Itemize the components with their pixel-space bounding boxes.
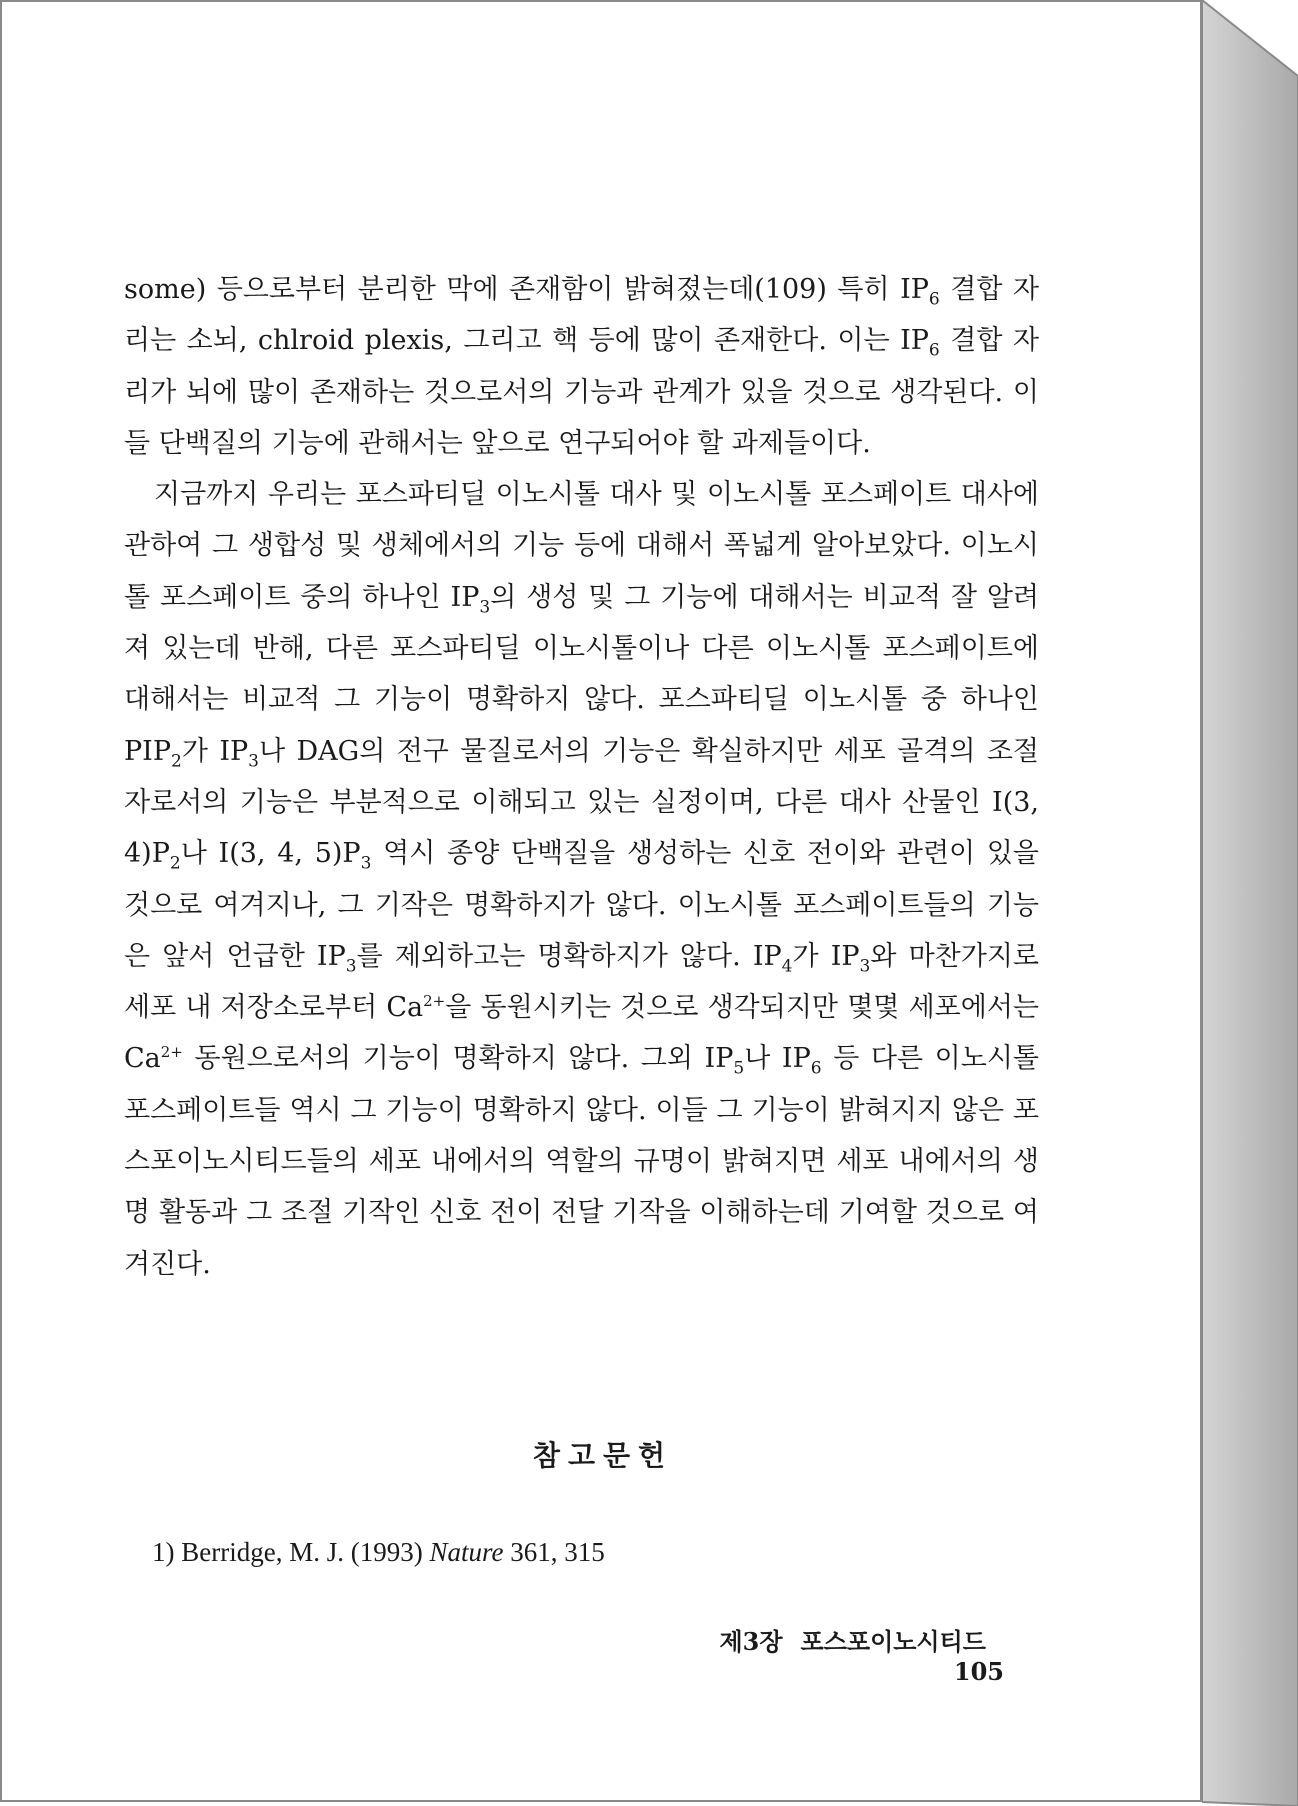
reference-volume-page: 361, 315 [503,1537,605,1567]
subscript: 2 [169,853,181,874]
references-heading: 참고문헌 [532,1439,674,1472]
subscript: 6 [928,340,940,361]
subscript: 6 [928,289,940,310]
paragraph-1: some) 등으로부터 분리한 막에 존재함이 밝혀졌는데(109) 특히 $IP_6$ 결합 자리는 소뇌, chlroid plexis, 그리고 핵 등에 많이 존재한다. 이는 $IP_6$ 결합 자리가 뇌에 많이 존재하는 것으로서의 기능과 관계가 있을 것으로 생각된다. 이들 단백질의 기능에 관해서는 앞으로 연구되어야 할 과제들이다. [124,274,1039,459]
footer-chapter: 제3장 [719,1627,783,1656]
paragraph-2: 지금까지 우리는 포스파티딜 이노시톨 대사 및 이노시톨 포스페이트 대사에 관하여 그 생합성 및 생체에서의 기능 등에 대해서 폭넓게 알아보았다. 이노시톨 포스페이트 중의 하나인 $IP_3$의 생성 및 그 기능에 대해서는 비교적 잘 알려져 있는데 반해, 다른 포스파티딜 이노시톨이나 다른 이노시톨 포스페이트에 대해서는 비교적 그 기능이 명확하지 않다. 포스파티딜 이노시톨 중 하나인 $PIP_2$가 $IP_3$나 DAG의 전구 물질로서의 기능은 확실하지만 세포 골격의 조절자로서의 기능은 부분적으로 이해되고 있는 실정이며, 다른 대사 산물인 I(3, $4)P_2$나 I(3, 4, $5)P_3$ 역시 종양 단백질을 생성하는 신호 전이와 관련이 있을 것으로 여겨지나, 그 기작은 명확하지가 않다. 이노시톨 포스페이트들의 기능은 앞서 언급한 $IP_3$를 제외하고는 명확하지가 않다. $IP_4$가 $IP_3$와 마찬가지로 세포 내 저장소로부터 $Ca^{2+}$을 동원시키는 것으로 생각되지만 몇몇 세포에서는 $Ca^{2+}$ 동원으로서의 기능이 명확하지 않다. 그외 $IP_5$나 $IP_6$ 등 다른 이노시톨 포스페이트들 역시 그 기능이 명확하지 않다. 이들 그 기능이 밝혀지지 않은 포스포이노시티드들의 세포 내에서의 역할의 규명이 밝혀지면 세포 내에서의 생명 활동과 그 조절 기작인 신호 전이 전달 기작을 이해하는데 기여할 것으로 여겨진다. [124,479,1040,1280]
footer-section: 포스포이노시티드 [800,1627,986,1656]
body-text [124,264,1039,1290]
subscript: 2 [171,751,182,772]
superscript: 2+ [160,1043,183,1062]
subscript: 6 [810,1058,822,1079]
subscript: 5 [733,1058,745,1079]
running-footer [702,1622,1004,1686]
subscript: 3 [248,751,259,772]
page-edge-shadow [1202,0,1298,1806]
reference-journal: Nature [429,1537,504,1567]
subscript: 4 [781,956,793,977]
reference-citation: 1) Berridge, M. J. (1993) [152,1537,430,1567]
subscript: 3 [859,956,871,977]
subscript: 3 [479,597,491,618]
subscript: 3 [345,956,357,977]
reference-item-1 [152,1537,605,1568]
subscript: 3 [360,853,372,874]
superscript: 2+ [423,992,446,1011]
page-number: 105 [953,1657,1004,1686]
